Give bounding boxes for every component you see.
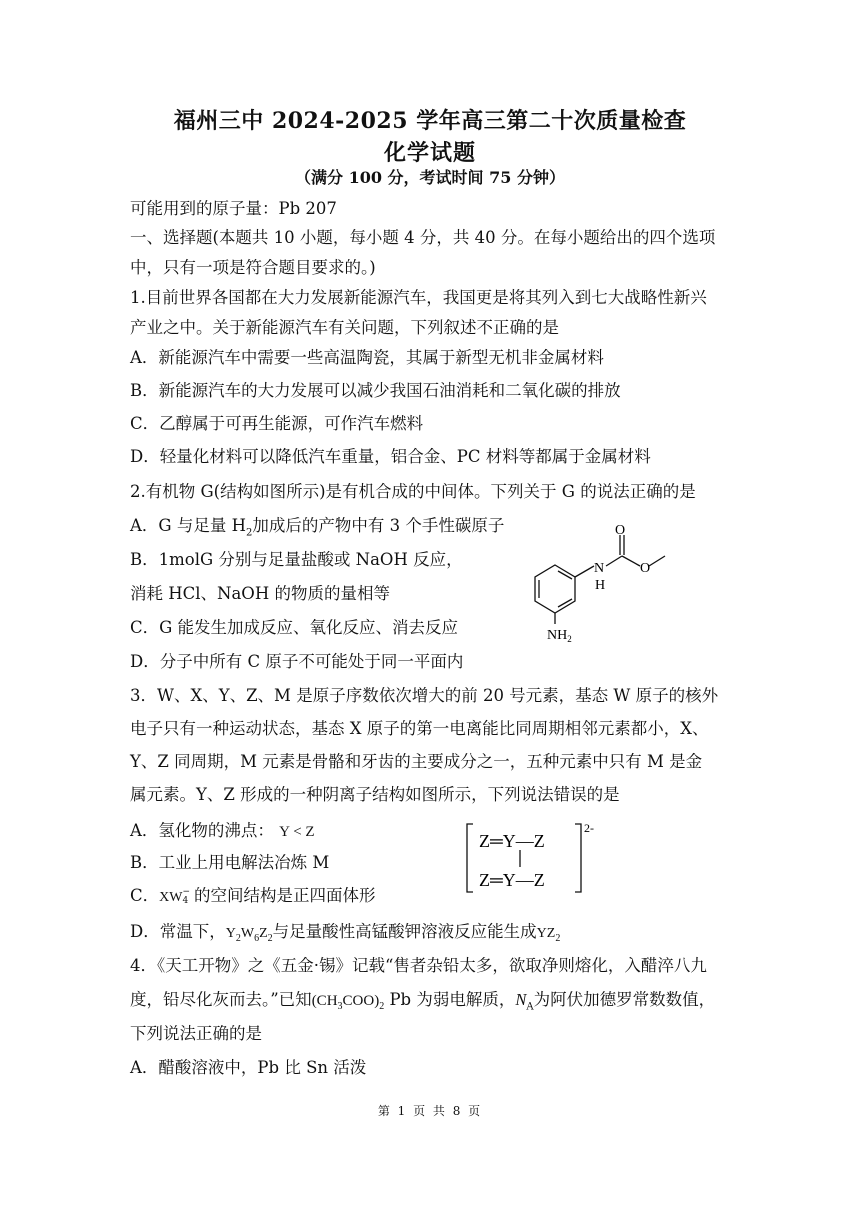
q2-option-b: B．1molG 分别与足量盐酸或 NaOH 反应，: [130, 550, 463, 569]
page-footer: 第 1 页 共 8 页: [377, 1104, 483, 1118]
subject-title: 化学试题: [383, 140, 476, 166]
q1-option-d: D．轻量化材料可以降低汽车重量，铝合金、PC 材料等都属于金属材料: [130, 447, 651, 466]
q4-stem-2: 度，铅尽化灰而去。”已知$(CH_3COO)_2$ Pb 为弱电解质，$N_A$为阿伏加德罗常数数值，: [130, 990, 716, 1013]
section-heading: 一、选择题(本题共 10 小题，每小题 4 分，共 40 分。在每小题给出的四个选项: [130, 228, 716, 247]
mol-h-label: H: [595, 578, 606, 593]
exam-title: 福州三中 2024-2025 学年高三第二十次质量检查: [173, 108, 687, 134]
section-heading-cont: 中，只有一项是符合题目要求的。): [130, 258, 376, 277]
q2-stem: 2.有机物 G(结构如图所示)是有机合成的中间体。下列关于 G 的说法正确的是: [130, 482, 696, 501]
q3-stem-2: 电子只有一种运动状态，基态 X 原子的第一电离能比同周期相邻元素都小，X、: [130, 719, 709, 738]
q1-option-c: C．乙醇属于可再生能源，可作汽车燃料: [130, 414, 424, 433]
q2-option-b-cont: 消耗 HCl、NaOH 的物质的量相等: [130, 584, 390, 603]
anion-row1: Z═Y—Z: [479, 831, 545, 851]
q1-stem-cont: 产业之中。关于新能源汽车有关问题，下列叙述不正确的是: [130, 318, 559, 337]
q2-option-c: C．G 能发生加成反应、氧化反应、消去反应: [130, 618, 459, 637]
q4-stem: 4．《天工开物》之《五金·锡》记载“售者杂铅太多，欲取净则熔化，入醋淬八九: [130, 956, 707, 975]
q3-stem: 3．W、X、Y、Z、M 是原子序数依次增大的前 20 号元素，基态 W 原子的核外: [130, 686, 719, 705]
q2-option-a: A．G 与足量 $H_2$加成后的产物中有 3 个手性碳原子: [130, 516, 505, 539]
mol-o-label: O: [615, 523, 626, 538]
q4-stem-3: 下列说法正确的是: [130, 1024, 262, 1043]
mol-n-label: N: [594, 561, 605, 576]
q4-option-a: A．醋酸溶液中，Pb 比 Sn 活泼: [130, 1058, 367, 1077]
q1-stem: 1.目前世界各国都在大力发展新能源汽车，我国更是将其列入到七大战略性新兴: [130, 288, 707, 307]
anion-charge: 2-: [584, 821, 594, 835]
q3-option-b: B．工业上用电解法冶炼 M: [130, 853, 330, 872]
atomic-mass-line: 可能用到的原子量：Pb 207: [130, 199, 337, 218]
anion-row2: Z═Y—Z: [479, 870, 545, 890]
exam-info: （满分 100 分，考试时间 75 分钟）: [295, 168, 565, 187]
q3-option-c: C．XW − 4 的空间结构是正四面体形: [130, 886, 376, 906]
anion-structure: [463, 820, 613, 896]
q1-option-b: B．新能源汽车的大力发展可以减少我国石油消耗和二氧化碳的排放: [130, 381, 621, 400]
q3-option-d: D．常温下，$Y_2W_6Z_2$与足量酸性高锰酸钾溶液反应能生成$YZ_2$: [130, 922, 561, 944]
molecule-g-structure: [515, 520, 690, 645]
q1-option-a: A．新能源汽车中需要一些高温陶瓷，其属于新型无机非金属材料: [130, 348, 604, 367]
q3-option-a: A．氢化物的沸点： Y < Z: [130, 821, 315, 840]
mol-o-ester-label: O: [640, 561, 651, 576]
mol-nh2-label: $NH_2$: [547, 628, 572, 644]
q3-stem-4: 属元素。Y、Z 形成的一种阴离子结构如图所示，下列说法错误的是: [130, 785, 620, 804]
q2-option-d: D．分子中所有 C 原子不可能处于同一平面内: [130, 652, 464, 671]
q3-stem-3: Y、Z 同周期，M 元素是骨骼和牙齿的主要成分之一，五种元素中只有 M 是金: [130, 752, 703, 771]
